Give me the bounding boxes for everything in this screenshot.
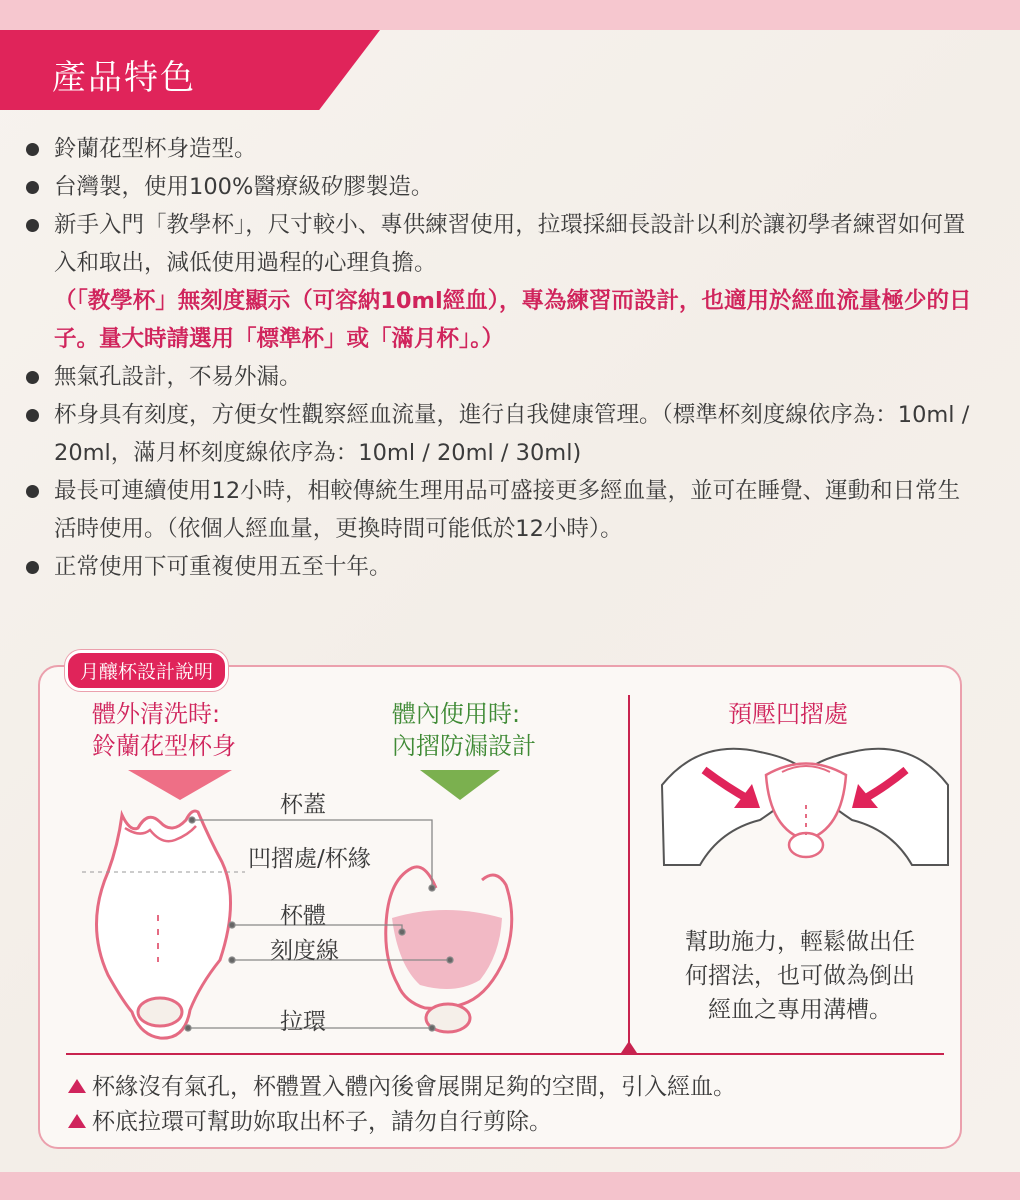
divider-triangle-icon [621, 1041, 637, 1053]
part-label-ring: 拉環 [280, 1009, 326, 1035]
part-label-fold-rim: 凹摺處/杯緣 [248, 846, 371, 872]
inside-label: 體內使用時: 內摺防漏設計 [392, 700, 536, 760]
feature-item: 正常使用下可重複使用五至十年。 [26, 548, 976, 586]
prefold-help-text: 幫助施力，輕鬆做出任 何摺法，也可做為倒出 經血之專用溝槽。 [685, 929, 915, 1023]
page-title: 產品特色 [52, 58, 196, 98]
pointer-triangle-green [420, 770, 500, 800]
feature-note: （「教學杯」無刻度顯示（可容納10ml經血），專為練習而設計，也適用於經血流量極少的日子。量大時請選用「標準杯」或「滿月杯」。） [54, 288, 972, 352]
footnote-item: 杯底拉環可幫助妳取出杯子，請勿自行剪除。 [68, 1103, 552, 1136]
part-label-scale: 刻度線 [270, 938, 339, 964]
triangle-bullet-icon [68, 1114, 86, 1128]
feature-item: 新手入門「教學杯」，尺寸較小、專供練習使用，拉環採細長設計以利於讓初學者練習如何置入和取出，減低使用過程的心理負擔。 [26, 206, 976, 282]
bottom-pink-strip [0, 1172, 1020, 1200]
feature-item: 杯身具有刻度，方便女性觀察經血流量，進行自我健康管理。（標準杯刻度線依序為：10ml / 20ml，滿月杯刻度線依序為：10ml / 20ml / 30ml) [26, 396, 976, 472]
feature-item: 最長可連續使用12小時，相較傳統生理用品可盛接更多經血量，並可在睡覺、運動和日常生活時使用。（依個人經血量，更換時間可能低於12小時）。 [26, 472, 976, 548]
flower-cup-diagram [82, 811, 245, 1038]
triangle-bullet-icon [68, 1079, 86, 1093]
part-label-body: 杯體 [280, 903, 326, 929]
design-panel-tag: 月釀杯設計說明 [65, 650, 228, 691]
outside-label: 體外清洗時: 鈴蘭花型杯身 [92, 700, 236, 760]
feature-item: 台灣製，使用100%醫療級矽膠製造。 [26, 168, 976, 206]
footnote-item: 杯緣沒有氣孔，杯體置入體內後會展開足夠的空間，引入經血。 [68, 1068, 736, 1101]
feature-item: 無氣孔設計，不易外漏。 [26, 358, 976, 396]
folded-cup-diagram [386, 867, 512, 1032]
part-label-lid: 杯蓋 [280, 792, 326, 818]
divider-horizontal [66, 1053, 944, 1055]
divider-vertical [628, 695, 630, 1053]
feature-item: 鈴蘭花型杯身造型。 [26, 130, 976, 168]
pointer-triangle-pink [128, 770, 232, 800]
prefold-hands-illustration [662, 749, 948, 865]
prefold-title: 預壓凹摺處 [728, 700, 848, 728]
